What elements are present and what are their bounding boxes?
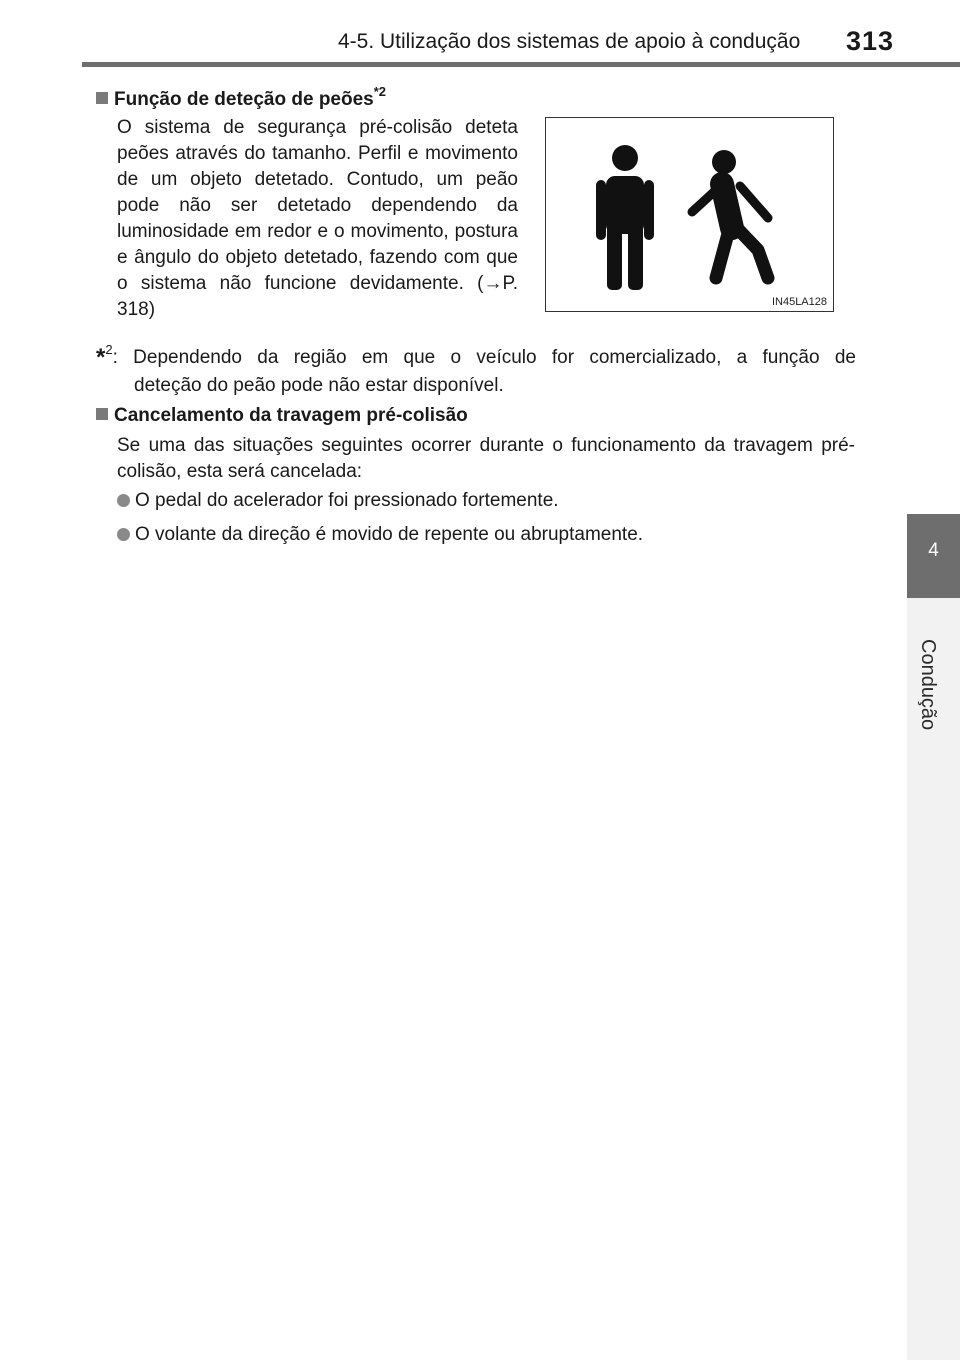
footnote-number: 2 xyxy=(105,342,113,357)
standing-pedestrian-icon xyxy=(596,145,654,290)
pedestrian-illustration xyxy=(546,118,833,311)
chapter-number: 4 xyxy=(928,540,939,561)
chapter-tab xyxy=(907,514,960,598)
chapter-label: Condução xyxy=(917,639,939,731)
pedestrian-heading-text: Função de deteção de peões xyxy=(114,89,374,110)
cancel-braking-paragraph: Se uma das situações seguintes ocorrer durante o funcionamento da travagem pré-colisão, esta será cancelada: xyxy=(117,435,855,482)
round-bullet-icon xyxy=(117,528,130,541)
pedestrian-detection-paragraph: O sistema de segurança pré-colisão deteta peões através do tamanho. Perfil e movimento de um objeto detetado. Contudo, um peão pode não ser detetado dependendo da luminosidade em redor e o movimento, postura e ângulo do objeto detetado, fazendo com que o sistema não funcione devidamente. (→P. 318) xyxy=(117,117,518,320)
footnote-asterisk: * xyxy=(96,344,106,371)
heading-superscript: *2 xyxy=(373,84,387,99)
figure-code: IN45LA128 xyxy=(771,296,827,308)
list-item-text: O volante da direção é movido de repente ou abruptamente. xyxy=(135,524,644,545)
pedestrian-figure xyxy=(545,117,834,312)
footnote xyxy=(96,336,856,400)
square-bullet-icon xyxy=(96,92,108,104)
round-bullet-icon xyxy=(117,494,130,507)
walking-pedestrian-icon xyxy=(692,150,768,278)
list-item-text: O pedal do acelerador foi pressionado fortemente. xyxy=(135,490,559,511)
list-item xyxy=(117,490,559,512)
footnote-text-1: : Dependendo da região em que o veículo for comercializado, a função de xyxy=(112,347,856,368)
header-section-title: 4-5. Utilização dos sistemas de apoio à condução xyxy=(338,30,801,53)
pedestrian-detection-heading xyxy=(96,84,386,111)
page-number: 313 xyxy=(846,26,895,56)
square-bullet-icon xyxy=(96,408,108,420)
header-rule xyxy=(82,62,960,67)
cancel-braking-heading xyxy=(96,405,468,427)
footnote-line-1 xyxy=(96,336,856,372)
list-item xyxy=(117,524,643,546)
cancel-heading-text: Cancelamento da travagem pré-colisão xyxy=(114,405,468,426)
footnote-line-2: deteção do peão pode não estar disponível. xyxy=(134,375,504,396)
